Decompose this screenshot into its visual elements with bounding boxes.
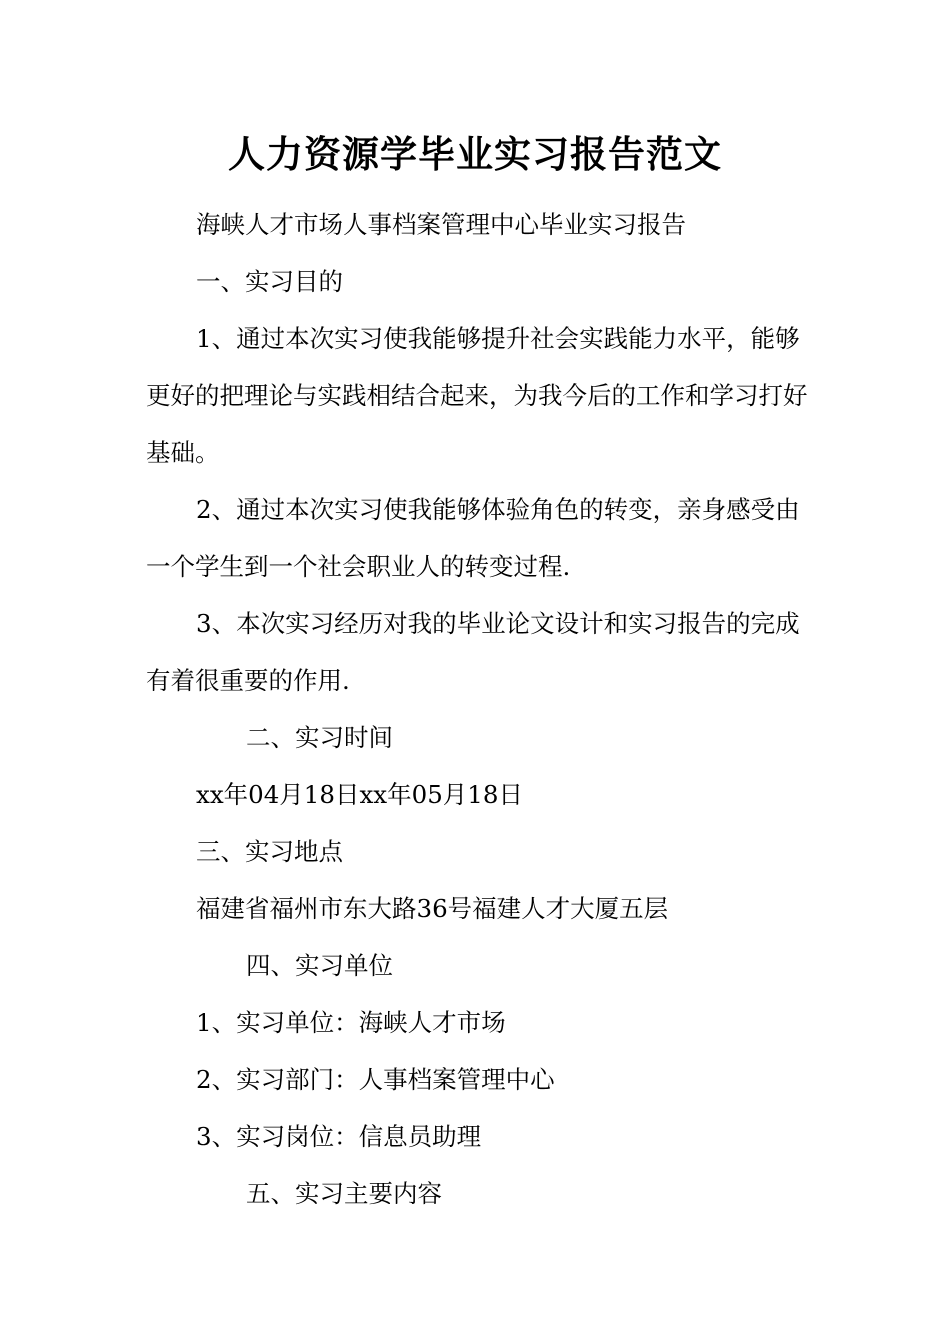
paragraph-time: xx年04月18日xx年05月18日 xyxy=(196,780,523,809)
heading-purpose: 一、实习目的 xyxy=(196,267,343,296)
heading-unit: 四、实习单位 xyxy=(246,951,393,980)
paragraph-unit-1: 1、实习单位：海峡人才市场 xyxy=(196,1008,506,1037)
paragraph-purpose-2: 2、通过本次实习使我能够体验角色的转变，亲身感受由一个学生到一个社会职业人的转变过程. xyxy=(146,495,800,581)
paragraph-unit-3: 3、实习岗位：信息员助理 xyxy=(196,1122,482,1151)
paragraph-purpose-3: 3、本次实习经历对我的毕业论文设计和实习报告的完成有着很重要的作用. xyxy=(146,609,800,695)
paragraph-location: 福建省福州市东大路36号福建人才大厦五层 xyxy=(196,894,669,923)
document-title: 人力资源学毕业实习报告范文 xyxy=(228,132,722,176)
paragraph-subtitle: 海峡人才市场人事档案管理中心毕业实习报告 xyxy=(196,210,686,239)
document-body xyxy=(146,196,808,1222)
paragraph-unit-2: 2、实习部门：人事档案管理中心 xyxy=(196,1065,555,1094)
heading-location: 三、实习地点 xyxy=(196,837,343,866)
paragraph-purpose-1: 1、通过本次实习使我能够提升社会实践能力水平，能够更好的把理论与实践相结合起来，为我今后的工作和学习打好基础。 xyxy=(146,324,808,467)
heading-content: 五、实习主要内容 xyxy=(246,1179,442,1208)
heading-time: 二、实习时间 xyxy=(246,723,393,752)
